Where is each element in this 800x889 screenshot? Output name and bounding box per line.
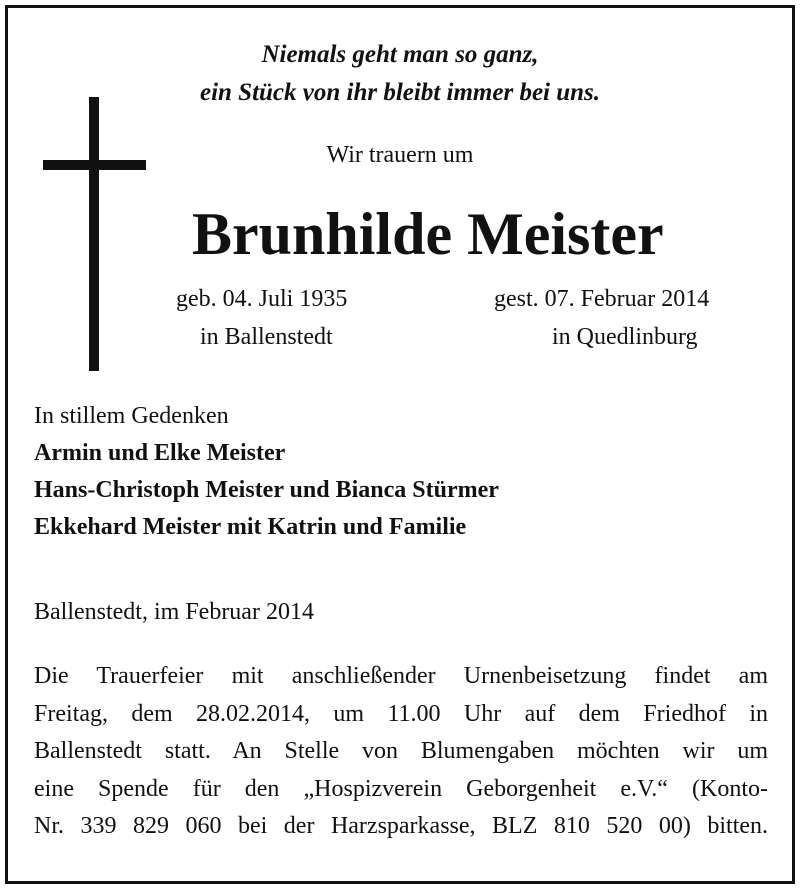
funeral-info-line: Nr. 339 829 060 bei der Harzsparkasse, BLZ 810 520 00) bitten. bbox=[34, 813, 768, 839]
funeral-info bbox=[34, 658, 768, 846]
funeral-info-line: Ballenstedt statt. An Stelle von Blumengaben möchten wir um bbox=[34, 738, 768, 764]
mourners-heading: In stillem Gedenken bbox=[34, 403, 229, 429]
birth-place: in Ballenstedt bbox=[200, 324, 333, 350]
mourner-name: Armin und Elke Meister bbox=[34, 440, 286, 466]
funeral-info-line: Freitag, dem 28.02.2014, um 11.00 Uhr auf dem Friedhof in bbox=[34, 700, 768, 727]
intro-label: Wir trauern um bbox=[326, 142, 474, 168]
mourner-name: Ekkehard Meister mit Katrin und Familie bbox=[34, 514, 467, 540]
place-and-date: Ballenstedt, im Februar 2014 bbox=[34, 599, 314, 625]
funeral-info-line: eine Spende für den „Hospizverein Geborgenheit e.V.“ (Konto- bbox=[34, 775, 768, 802]
motto-line-1: Niemals geht man so ganz, bbox=[261, 41, 539, 68]
death-place: in Quedlinburg bbox=[552, 324, 698, 350]
deceased-name: Brunhilde Meister bbox=[192, 201, 664, 267]
mourners-block bbox=[34, 398, 499, 546]
motto-line-2: ein Stück von ihr bleibt immer bei uns. bbox=[199, 79, 601, 106]
intro-text bbox=[0, 142, 800, 169]
motto bbox=[0, 36, 800, 112]
death-date: gest. 07. Februar 2014 bbox=[494, 286, 710, 312]
mourner-name: Hans-Christoph Meister und Bianca Stürmer bbox=[34, 477, 499, 503]
funeral-info-line: Die Trauerfeier mit anschließender Urnenbeisetzung findet am bbox=[34, 663, 768, 689]
birth-date: geb. 04. Juli 1935 bbox=[176, 286, 348, 312]
